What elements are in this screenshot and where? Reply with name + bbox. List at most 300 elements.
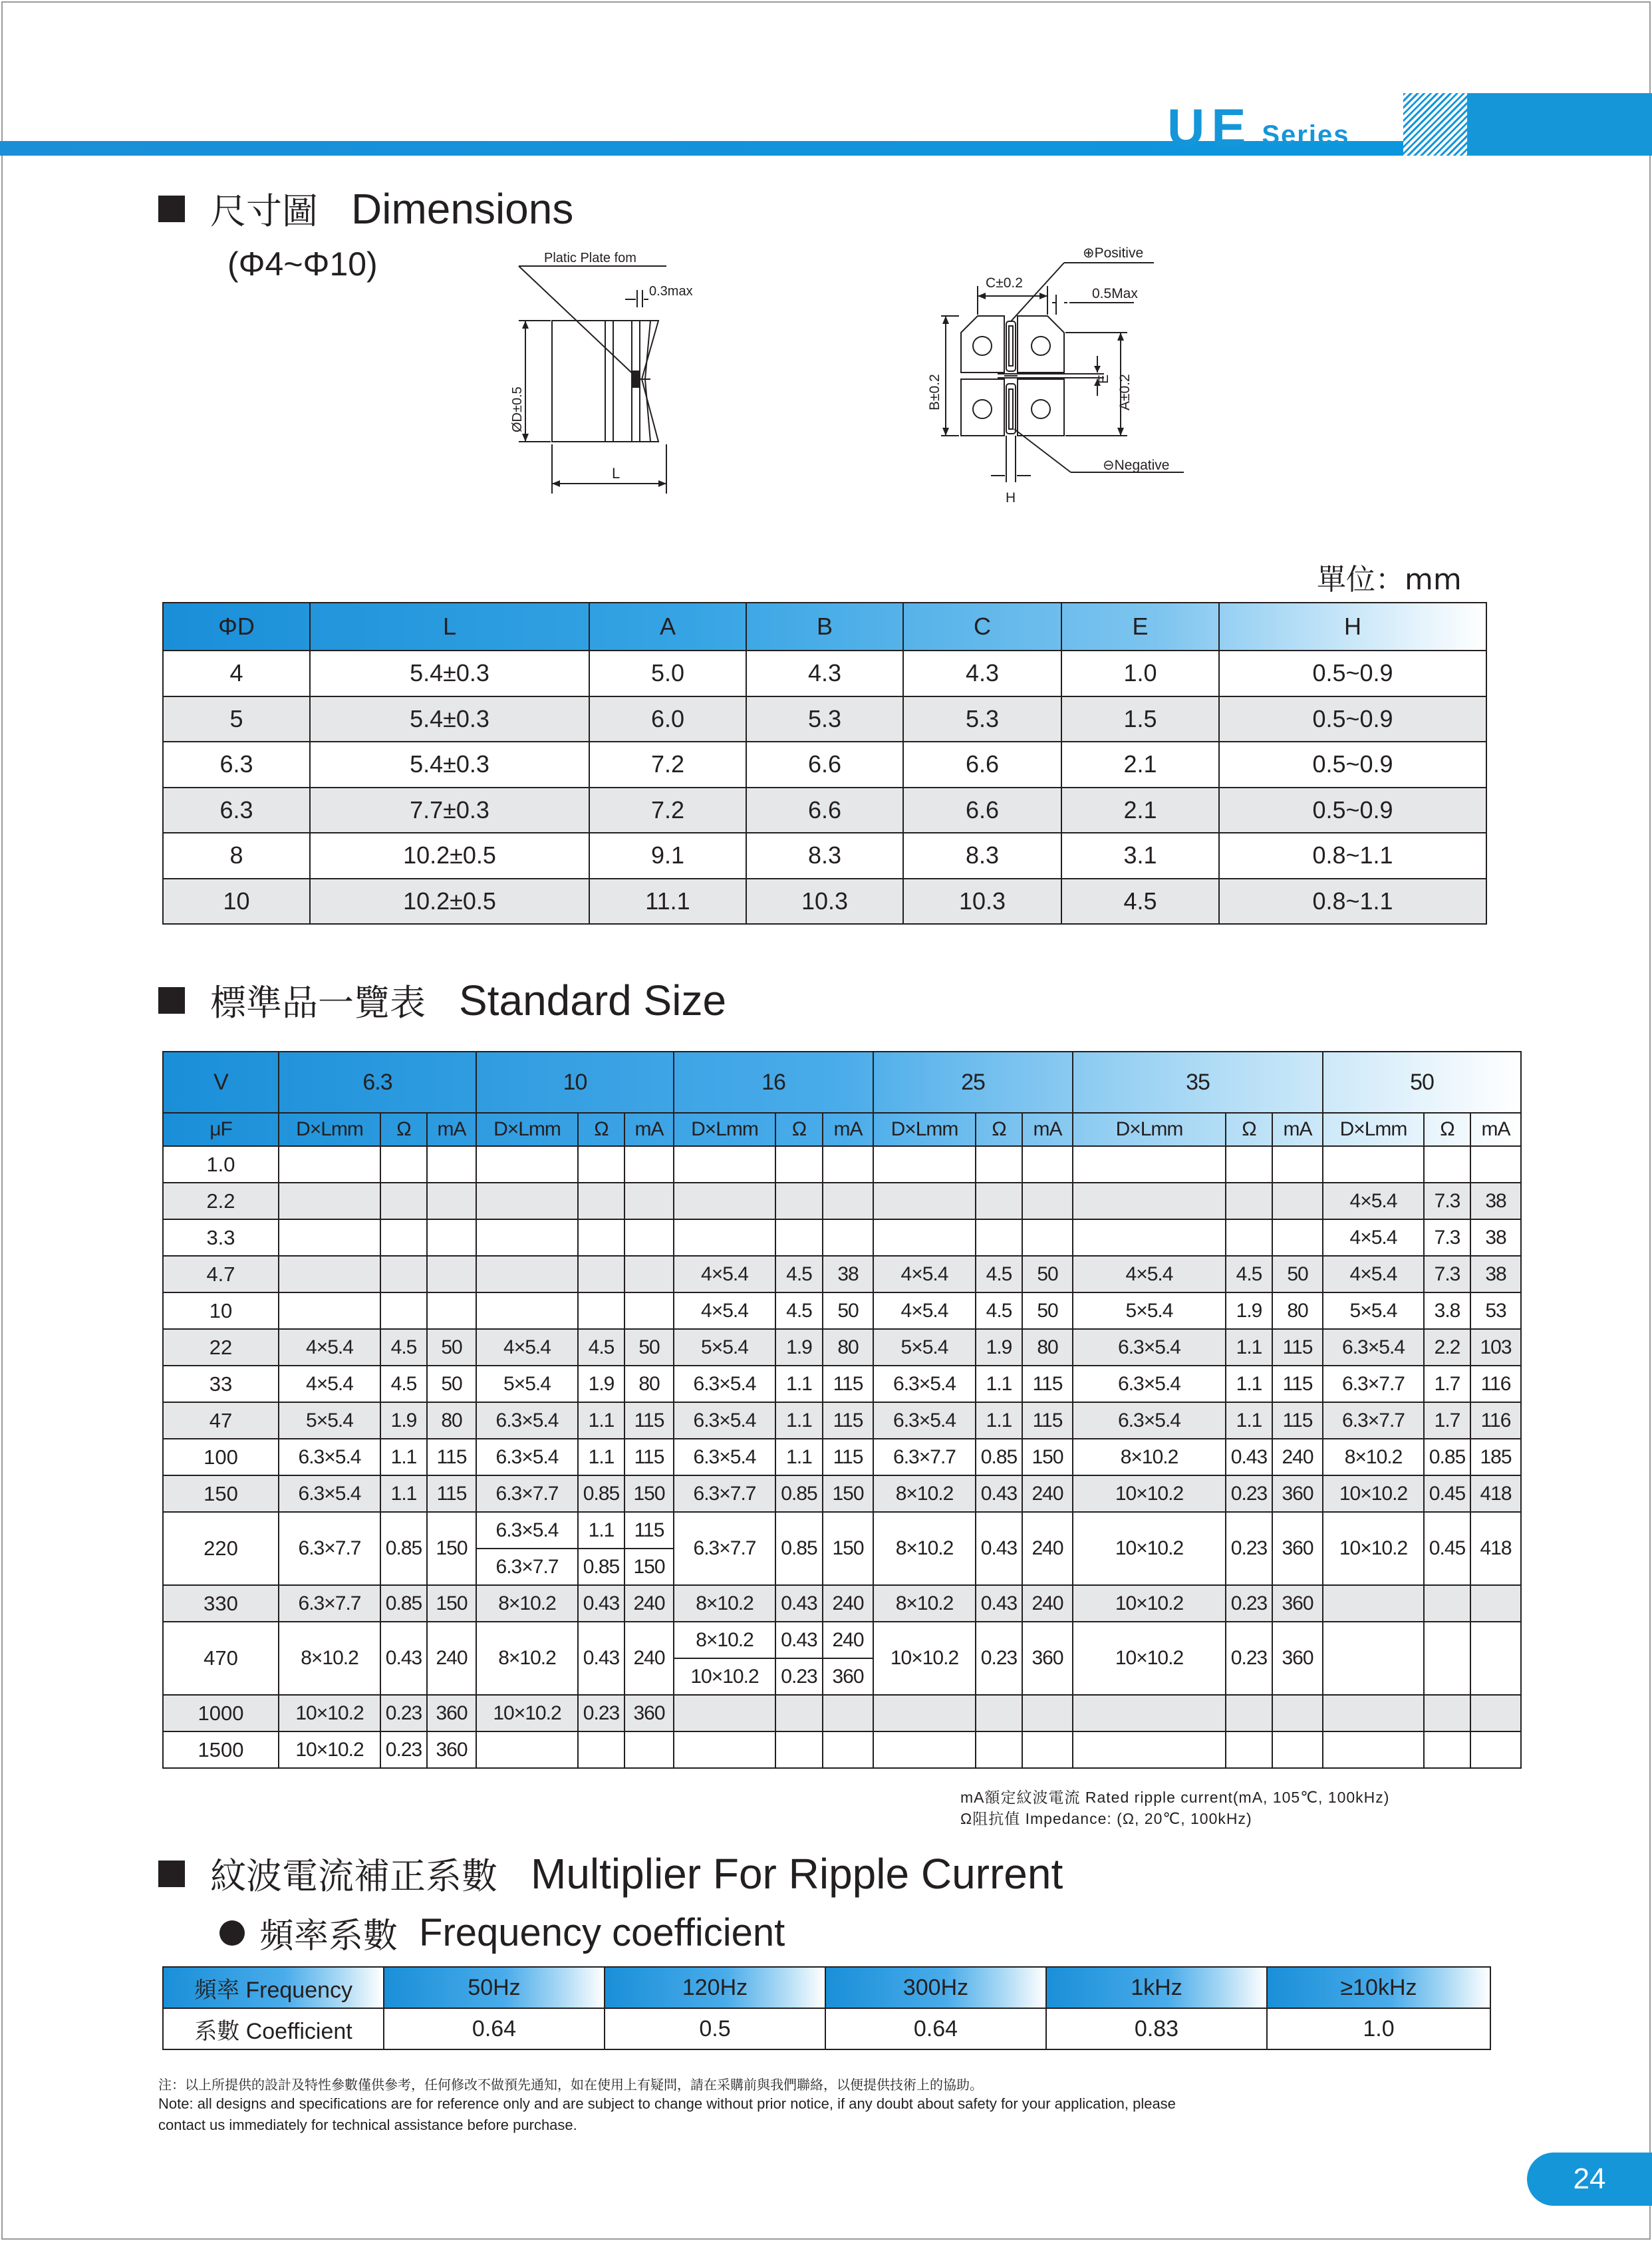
size-cell: 4×5.4 <box>476 1329 578 1366</box>
dimension-cell: 4.3 <box>746 651 903 696</box>
size-cell <box>578 1292 624 1329</box>
size-cell <box>476 1219 578 1256</box>
dimensions-row <box>163 696 1486 742</box>
size-cell: 8×10.2 <box>674 1622 775 1658</box>
size-cell: 0.23 <box>380 1731 427 1768</box>
capacitance-cell: 1.0 <box>163 1146 279 1183</box>
subcolumn-header: mA <box>624 1113 674 1146</box>
capacitance-cell: 4.7 <box>163 1256 279 1292</box>
size-cell <box>279 1183 380 1219</box>
size-cell: 0.85 <box>976 1439 1022 1475</box>
size-cell <box>873 1146 976 1183</box>
size-cell: 7.3 <box>1424 1219 1470 1256</box>
size-cell: 38 <box>1470 1256 1521 1292</box>
ripple-title-cn: 紋波電流補正系數 <box>210 1855 497 1897</box>
size-cell: 1.7 <box>1424 1366 1470 1402</box>
capacitance-cell: 1000 <box>163 1695 279 1731</box>
size-cell: 8×10.2 <box>279 1622 380 1695</box>
dimension-cell: 8.3 <box>746 833 903 879</box>
standard-row <box>163 1402 1521 1439</box>
size-cell <box>578 1731 624 1768</box>
size-cell: 1.9 <box>380 1402 427 1439</box>
dimension-cell: 0.8~1.1 <box>1219 879 1486 925</box>
dimension-cell: 10.2±0.5 <box>310 879 589 925</box>
standard-row <box>163 1146 1521 1183</box>
v-label: V <box>163 1052 279 1113</box>
size-cell: 240 <box>823 1585 873 1622</box>
size-cell: 4×5.4 <box>873 1292 976 1329</box>
size-cell <box>1226 1219 1272 1256</box>
size-cell <box>624 1183 674 1219</box>
size-cell <box>1226 1146 1272 1183</box>
frequency-sub-en: Frequency coefficient <box>419 1911 785 1954</box>
size-cell <box>1323 1731 1424 1768</box>
subcolumn-header: Ω <box>380 1113 427 1146</box>
size-cell: 0.23 <box>775 1658 823 1695</box>
coefficient-cell: 0.5 <box>605 2008 825 2049</box>
size-cell <box>775 1731 823 1768</box>
size-cell: 6.3×5.4 <box>279 1475 380 1512</box>
series-word: Series <box>1262 120 1350 150</box>
size-cell: 115 <box>1022 1402 1073 1439</box>
frequency-header-row <box>163 1967 1490 2008</box>
capacitance-cell: 1500 <box>163 1731 279 1768</box>
dimension-cell: 7.2 <box>589 788 746 833</box>
size-cell: 4.5 <box>775 1292 823 1329</box>
max-03-label: 0.3max <box>649 284 693 299</box>
dimension-cell: 0.8~1.1 <box>1219 833 1486 879</box>
size-cell: 10×10.2 <box>1073 1622 1226 1695</box>
size-cell <box>427 1146 476 1183</box>
size-cell: 50 <box>427 1329 476 1366</box>
header-hatch-pattern <box>1403 93 1467 156</box>
size-cell: 2.2 <box>1424 1329 1470 1366</box>
size-cell: 150 <box>1022 1439 1073 1475</box>
size-cell: 4×5.4 <box>1323 1183 1424 1219</box>
standard-row <box>163 1512 1521 1549</box>
size-cell: 1.1 <box>1226 1402 1272 1439</box>
size-cell <box>873 1219 976 1256</box>
capacitance-cell: 470 <box>163 1622 279 1695</box>
capacitance-cell: 10 <box>163 1292 279 1329</box>
dimension-cell: 4.3 <box>903 651 1061 696</box>
size-cell: 6.3×5.4 <box>1323 1329 1424 1366</box>
subcolumn-header: mA <box>427 1113 476 1146</box>
size-cell: 1.1 <box>380 1439 427 1475</box>
voltage-header-row <box>163 1052 1521 1113</box>
size-cell: 240 <box>823 1622 873 1658</box>
voltage-header: 25 <box>873 1052 1073 1113</box>
size-cell <box>1424 1146 1470 1183</box>
size-cell <box>624 1292 674 1329</box>
size-cell <box>624 1146 674 1183</box>
size-cell: 0.43 <box>380 1622 427 1695</box>
subcolumn-header: mA <box>1022 1113 1073 1146</box>
coefficient-cell: 0.64 <box>384 2008 605 2049</box>
size-cell: 360 <box>823 1658 873 1695</box>
frequency-cell: 50Hz <box>384 1967 605 2008</box>
size-cell: 6.3×5.4 <box>1073 1402 1226 1439</box>
size-cell: 0.43 <box>775 1585 823 1622</box>
size-cell <box>1470 1585 1521 1622</box>
subcolumn-header: Ω <box>976 1113 1022 1146</box>
dimension-cell: 6.3 <box>163 788 310 833</box>
note-english-line2: contact us immediately for technical assistance before purchase. <box>158 2117 577 2133</box>
standard-heading <box>158 974 726 1026</box>
frequency-cell: ≥10kHz <box>1267 1967 1490 2008</box>
footnote-impedance: Ω阻抗值 Impedance: (Ω, 20℃, 100kHz) <box>960 1810 1252 1827</box>
size-cell: 4×5.4 <box>674 1256 775 1292</box>
size-cell <box>1226 1731 1272 1768</box>
size-cell <box>476 1731 578 1768</box>
size-cell: 38 <box>823 1256 873 1292</box>
size-cell: 1.1 <box>775 1402 823 1439</box>
size-cell: 150 <box>624 1549 674 1585</box>
size-cell: 0.85 <box>1424 1439 1470 1475</box>
size-cell: 7.3 <box>1424 1183 1470 1219</box>
size-cell <box>578 1146 624 1183</box>
square-bullet-icon <box>158 987 185 1014</box>
size-cell: 6.3×7.7 <box>873 1439 976 1475</box>
size-cell <box>476 1292 578 1329</box>
size-cell <box>1022 1219 1073 1256</box>
size-cell <box>1424 1585 1470 1622</box>
capacitor-body <box>552 321 632 442</box>
standard-row <box>163 1366 1521 1402</box>
dimension-cell: 5.0 <box>589 651 746 696</box>
subcolumn-header: Ω <box>578 1113 624 1146</box>
standard-row <box>163 1256 1521 1292</box>
size-cell: 4×5.4 <box>674 1292 775 1329</box>
size-cell: 0.43 <box>976 1475 1022 1512</box>
size-cell: 4.5 <box>775 1256 823 1292</box>
a-tolerance-label: A±0.2 <box>1117 374 1133 410</box>
standard-row <box>163 1219 1521 1256</box>
dimensions-title-cn: 尺寸圖 <box>210 190 318 232</box>
size-cell: 418 <box>1470 1512 1521 1585</box>
dimension-cell: 6.3 <box>163 742 310 788</box>
size-cell: 240 <box>1022 1475 1073 1512</box>
size-cell: 0.43 <box>775 1622 823 1658</box>
size-cell <box>1272 1146 1323 1183</box>
size-cell <box>1470 1146 1521 1183</box>
dimensions-row <box>163 788 1486 833</box>
size-cell: 10×10.2 <box>1323 1512 1424 1585</box>
size-cell: 10×10.2 <box>1073 1585 1226 1622</box>
dimension-cell: 0.5~0.9 <box>1219 696 1486 742</box>
size-cell: 6.3×5.4 <box>476 1439 578 1475</box>
dimension-cell: 8.3 <box>903 833 1061 879</box>
dimensions-range: (Φ4~Φ10) <box>227 245 378 283</box>
size-cell: 0.23 <box>578 1695 624 1731</box>
dimension-cell: 5.4±0.3 <box>310 651 589 696</box>
size-cell <box>1272 1183 1323 1219</box>
size-cell <box>1470 1731 1521 1768</box>
size-cell <box>380 1219 427 1256</box>
ripple-title-en: Multiplier For Ripple Current <box>531 1849 1063 1898</box>
dimension-cell: 6.0 <box>589 696 746 742</box>
size-cell: 80 <box>1272 1292 1323 1329</box>
size-cell <box>976 1219 1022 1256</box>
subcolumn-header-row <box>163 1113 1521 1146</box>
dimension-cell: 3.1 <box>1061 833 1219 879</box>
size-cell: 0.23 <box>1226 1475 1272 1512</box>
col-header: H <box>1219 603 1486 651</box>
size-cell: 7.3 <box>1424 1256 1470 1292</box>
dimensions-table <box>162 602 1487 925</box>
base-quadrant-br <box>1018 379 1064 436</box>
dimension-cell: 4.5 <box>1061 879 1219 925</box>
size-cell: 80 <box>624 1366 674 1402</box>
size-cell <box>873 1731 976 1768</box>
size-cell: 6.3×5.4 <box>674 1402 775 1439</box>
subcolumn-header: mA <box>823 1113 873 1146</box>
size-cell <box>380 1146 427 1183</box>
size-cell: 50 <box>1022 1292 1073 1329</box>
standard-size-table <box>162 1051 1522 1769</box>
size-cell: 50 <box>1022 1256 1073 1292</box>
size-cell <box>823 1183 873 1219</box>
voltage-header: 35 <box>1073 1052 1323 1113</box>
voltage-header: 16 <box>674 1052 873 1113</box>
size-cell: 240 <box>1022 1585 1073 1622</box>
size-cell <box>380 1256 427 1292</box>
size-cell: 0.23 <box>1226 1512 1272 1585</box>
base-quadrant-bl <box>961 379 1004 436</box>
dimension-cell: 10.3 <box>746 879 903 925</box>
size-cell: 8×10.2 <box>1073 1439 1226 1475</box>
size-cell <box>427 1219 476 1256</box>
size-cell <box>1073 1731 1226 1768</box>
size-cell: 150 <box>427 1585 476 1622</box>
series-code: UE <box>1167 98 1253 156</box>
size-cell: 240 <box>624 1622 674 1695</box>
size-cell <box>775 1183 823 1219</box>
size-cell: 1.1 <box>775 1366 823 1402</box>
voltage-header: 10 <box>476 1052 674 1113</box>
capacitance-cell: 33 <box>163 1366 279 1402</box>
subcolumn-header: Ω <box>775 1113 823 1146</box>
dimension-cell: 0.5~0.9 <box>1219 788 1486 833</box>
dimension-cell: 5.3 <box>746 696 903 742</box>
size-cell: 5×5.4 <box>1323 1292 1424 1329</box>
size-cell: 3.8 <box>1424 1292 1470 1329</box>
size-cell: 150 <box>823 1512 873 1585</box>
size-cell <box>1323 1146 1424 1183</box>
size-cell: 1.1 <box>1226 1329 1272 1366</box>
size-cell <box>1470 1695 1521 1731</box>
size-cell: 4.5 <box>1226 1256 1272 1292</box>
standard-row <box>163 1731 1521 1768</box>
size-cell: 10×10.2 <box>873 1622 976 1695</box>
dimension-cell: 8 <box>163 833 310 879</box>
frequency-cell: 120Hz <box>605 1967 825 2008</box>
size-cell <box>476 1256 578 1292</box>
size-cell: 80 <box>823 1329 873 1366</box>
size-cell <box>624 1731 674 1768</box>
size-cell: 6.3×7.7 <box>279 1512 380 1585</box>
base-quadrant-tr <box>1018 316 1064 373</box>
size-cell: 1.9 <box>1226 1292 1272 1329</box>
coefficient-cell: 1.0 <box>1267 2008 1490 2049</box>
frequency-table <box>162 1966 1491 2050</box>
size-cell <box>380 1183 427 1219</box>
size-cell <box>976 1183 1022 1219</box>
size-cell: 8×10.2 <box>476 1585 578 1622</box>
dimension-cell: 6.6 <box>903 742 1061 788</box>
size-cell <box>380 1292 427 1329</box>
size-cell <box>427 1292 476 1329</box>
size-cell <box>1424 1622 1470 1695</box>
subcolumn-header: Ω <box>1424 1113 1470 1146</box>
header-accent-block <box>1467 93 1652 156</box>
coefficient-row <box>163 2008 1490 2049</box>
size-cell <box>476 1146 578 1183</box>
size-cell <box>1022 1695 1073 1731</box>
size-cell <box>1272 1219 1323 1256</box>
size-cell: 0.43 <box>578 1585 624 1622</box>
size-cell: 6.3×7.7 <box>476 1549 578 1585</box>
size-cell: 6.3×7.7 <box>674 1475 775 1512</box>
size-cell: 4×5.4 <box>279 1329 380 1366</box>
subcolumn-header: Ω <box>1226 1113 1272 1146</box>
size-cell <box>1424 1731 1470 1768</box>
dimension-cell: 5 <box>163 696 310 742</box>
size-cell: 53 <box>1470 1292 1521 1329</box>
subcolumn-header: mA <box>1272 1113 1323 1146</box>
size-cell <box>427 1183 476 1219</box>
size-cell: 240 <box>624 1585 674 1622</box>
size-cell: 0.85 <box>380 1512 427 1585</box>
size-cell: 10×10.2 <box>1073 1475 1226 1512</box>
size-cell: 150 <box>427 1512 476 1585</box>
size-cell: 5×5.4 <box>674 1329 775 1366</box>
dimensions-row <box>163 742 1486 788</box>
size-cell: 38 <box>1470 1219 1521 1256</box>
size-cell: 50 <box>823 1292 873 1329</box>
size-cell: 10×10.2 <box>1323 1475 1424 1512</box>
size-cell: 0.23 <box>976 1622 1022 1695</box>
size-cell: 418 <box>1470 1475 1521 1512</box>
size-cell: 50 <box>427 1366 476 1402</box>
size-cell: 1.1 <box>578 1512 624 1549</box>
size-cell: 4.5 <box>976 1292 1022 1329</box>
size-cell: 5×5.4 <box>1073 1292 1226 1329</box>
size-cell: 5×5.4 <box>279 1402 380 1439</box>
dimension-cell: 5.3 <box>903 696 1061 742</box>
size-cell <box>476 1183 578 1219</box>
size-cell: 1.9 <box>976 1329 1022 1366</box>
size-cell: 103 <box>1470 1329 1521 1366</box>
size-cell <box>1470 1622 1521 1695</box>
size-cell: 240 <box>1272 1439 1323 1475</box>
size-cell <box>279 1146 380 1183</box>
size-cell <box>1022 1183 1073 1219</box>
frequency-cell: 1kHz <box>1046 1967 1267 2008</box>
size-cell: 6.3×5.4 <box>674 1366 775 1402</box>
size-cell: 0.85 <box>578 1475 624 1512</box>
circle-bullet-icon <box>219 1920 245 1946</box>
size-cell <box>976 1695 1022 1731</box>
size-cell <box>823 1695 873 1731</box>
size-cell <box>775 1695 823 1731</box>
size-cell: 150 <box>624 1475 674 1512</box>
size-cell: 0.43 <box>578 1622 624 1695</box>
size-cell <box>624 1219 674 1256</box>
size-cell: 360 <box>1272 1622 1323 1695</box>
size-cell: 1.9 <box>775 1329 823 1366</box>
capacitance-cell: 47 <box>163 1402 279 1439</box>
square-bullet-icon <box>158 1861 185 1887</box>
size-cell: 6.3×5.4 <box>873 1402 976 1439</box>
dimension-cell: 0.5~0.9 <box>1219 742 1486 788</box>
dimension-cell: 6.6 <box>746 742 903 788</box>
standard-title-en: Standard Size <box>459 976 727 1024</box>
size-cell: 6.3×7.7 <box>279 1585 380 1622</box>
standard-row <box>163 1439 1521 1475</box>
dimension-cell: 2.1 <box>1061 788 1219 833</box>
dimension-cell: 10.3 <box>903 879 1061 925</box>
dimensions-row <box>163 879 1486 925</box>
standard-row <box>163 1622 1521 1658</box>
size-cell <box>873 1183 976 1219</box>
dimension-cell: 5.4±0.3 <box>310 742 589 788</box>
size-cell: 38 <box>1470 1183 1521 1219</box>
size-cell: 0.43 <box>976 1512 1022 1585</box>
unit-label: 單位：mm <box>1317 563 1462 597</box>
size-cell: 115 <box>427 1439 476 1475</box>
subcolumn-header: D×Lmm <box>1073 1113 1226 1146</box>
size-cell: 10×10.2 <box>674 1658 775 1695</box>
size-cell: 360 <box>1272 1512 1323 1585</box>
size-cell: 360 <box>1022 1622 1073 1695</box>
dimension-cell: 9.1 <box>589 833 746 879</box>
subcolumn-header: D×Lmm <box>873 1113 976 1146</box>
diameter-label: ØD±0.5 <box>510 386 525 432</box>
col-header: E <box>1061 603 1219 651</box>
size-cell <box>1073 1146 1226 1183</box>
size-cell: 1.1 <box>578 1439 624 1475</box>
size-cell: 50 <box>1272 1256 1323 1292</box>
size-cell <box>823 1731 873 1768</box>
size-cell <box>976 1146 1022 1183</box>
size-cell <box>674 1695 775 1731</box>
note-chinese: 注：以上所提供的設計及特性參數僅供參考，任何修改不做預先通知，如在使用上有疑問，請在采購前與我們聯絡，以便提供技術上的協助。 <box>158 2077 983 2093</box>
dimension-cell: 1.5 <box>1061 696 1219 742</box>
dimension-cell: 11.1 <box>589 879 746 925</box>
col-header: C <box>903 603 1061 651</box>
positive-label: ⊕Positive <box>1083 245 1144 261</box>
ripple-heading <box>158 1848 1063 1899</box>
size-cell: 0.45 <box>1424 1512 1470 1585</box>
size-cell: 360 <box>427 1731 476 1768</box>
col-header: L <box>310 603 589 651</box>
e-label: E <box>1096 374 1111 384</box>
size-cell: 115 <box>1272 1366 1323 1402</box>
size-cell: 6.3×7.7 <box>1323 1402 1424 1439</box>
standard-row <box>163 1585 1521 1622</box>
size-cell: 10×10.2 <box>1073 1512 1226 1585</box>
size-cell <box>674 1731 775 1768</box>
size-cell: 360 <box>624 1695 674 1731</box>
size-cell: 0.43 <box>1226 1439 1272 1475</box>
size-cell: 8×10.2 <box>873 1475 976 1512</box>
size-cell: 150 <box>823 1475 873 1512</box>
dimensions-row <box>163 651 1486 696</box>
size-cell: 50 <box>624 1329 674 1366</box>
coefficient-cell: 0.83 <box>1046 2008 1267 2049</box>
size-cell: 1.1 <box>380 1475 427 1512</box>
